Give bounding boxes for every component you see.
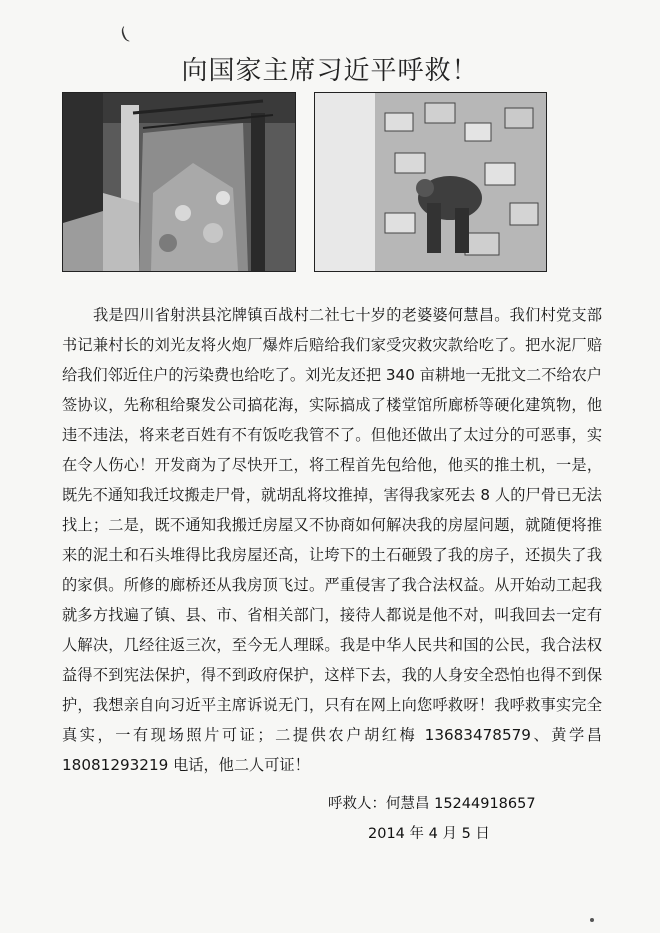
signer-line: 呼救人：何慧昌 15244918657 [328,796,536,812]
scan-speck [590,918,594,922]
corner-mark: ( [117,23,132,46]
stone-pile-photo [314,92,547,272]
letter-date: 2014 年 4 月 5 日 [368,826,490,842]
collapsed-house-photo [62,92,296,272]
letter-body: 我是四川省射洪县沱牌镇百战村二社七十岁的老婆婆何慧昌。我们村党支部书记兼村长的刘光友将火炮厂爆炸后赔给我们家受灾救灾款给吃了。把水泥厂赔给我们邻近住户的污染费也给吃了。刘光友还把 340 亩耕地一无批文二不给农户签协议，先称租给聚发公司搞花海，实际搞成了楼堂馆所廊桥等硬化建筑物，他违不违法，将来老百姓有不有饭吃我管不了。但他还做出了太过分的可恶事，实在令人伤心！开发商为了尽快开工，将工程首先包给他，他买的推土机，一是，既先不通知我迁坟搬走尸骨，就胡乱将坟推掉，害得我家死去 8 人的尸骨已无法找上；二是，既不通知我搬迁房屋又不协商如何解决我的房屋问题，就随便将推来的泥土和石头堆得比我房屋还高，让垮下的土石砸毁了我的房子，还损失了我的家俱。所修的廊桥还从我房顶飞过。严重侵害了我合法权益。从开始动工起我就多方找遍了镇、县、市、省相关部门，接待人都说是他不对，叫我回去一定有人解决，几经往返三次，至今无人理睬。我是中华人民共和国的公民，我合法权益得不到宪法保护，得不到政府保护，这样下去，我的人身安全恐怕也得不到保护，我想亲自向习近平主席诉说无门，只有在网上向您呼救呀！我呼救事实完全真实，一有现场照片可证；二提供农户胡红梅 13683478579、黄学昌 18081293219 电话，他二人可证！ [62,306,602,774]
letter-title: 向国家主席习近平呼救！ [181,56,479,86]
